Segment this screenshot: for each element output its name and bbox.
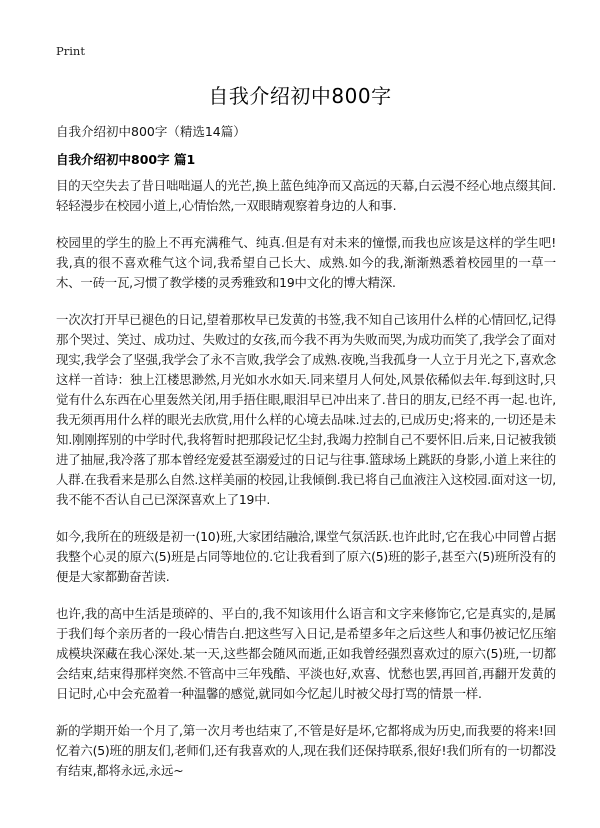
paragraph: 新的学期开始一个月了,第一次月考也结束了,不管是好是坏,它都将成为历史,而我要的将来!回忆着六(5)班的朋友们,老师们,还有我喜欢的人,现在我们还保持联系,很好!我们所有的一切都没有结束,都将永远,永远~: [56, 723, 556, 778]
paragraph: 如今,我所在的班级是初一(10)班,大家团结融洽,课堂气氛活跃.也许此时,它在我心中同曾占据我整个心灵的原六(5)班是占同等地位的.它让我看到了原六(5)班的影子,甚至六(5)班所没有的便是大家都勤奋苦读.: [56, 529, 556, 584]
print-link[interactable]: Print: [56, 44, 85, 58]
section-heading: 自我介绍初中800字 篇1: [56, 152, 196, 167]
document-subtitle: 自我介绍初中800字（精选14篇）: [56, 124, 246, 139]
paragraph: 目的天空失去了昔日咄咄逼人的光芒,换上蓝色纯净而又高远的天幕,白云漫不经心地点缀其间.轻轻漫步在校园小道上,心情怡然,一双眼睛观察着身边的人和事.: [56, 178, 556, 213]
paragraph: 一次次打开早已褪色的日记,望着那枚早已发黄的书签,我不知自己该用什么样的心情回忆,记得那个哭过、笑过、成功过、失败过的女孩,而今我不再为失败而哭,为成功而笑了,我学会了面对现实,我学会了坚强,我学会了永不言败,我学会了成熟.夜晚,当我孤身一人立于月光之下,喜欢念这样一首诗：独上江楼思渺然,月光如水水如天.同来望月人何处,风景依稀似去年.每到这时,只觉有什么东西在心里轰然关闭,用手捂住眼,眼泪早已冲出来了.昔日的朋友,已经不再一起.也许,我无须再用什么样的眼光去欣赏,用什么样的心境去品味.过去的,已成历史;将来的,一切还是未知.刚刚挥别的中学时代,我将暂时把那段记忆尘封,我竭力控制自己不要怀旧.后来,日记被我锁进了抽屉,我冷落了那本曾经宠爱甚至溺爱过的日记与往事.篮球场上跳跃的身影,小道上来往的人群.在我看来是那么自然.这样美丽的校园,让我倾倒.我已将自己血液注入这校园.面对这一切,我不能不否认自己已深深喜欢上了19中.: [56, 312, 556, 507]
paragraph: 校园里的学生的脸上不再充满稚气、纯真.但是有对未来的憧憬,而我也应该是这样的学生吧!我,真的很不喜欢稚气这个词,我希望自己长大、成熟.如今的我,渐渐熟悉着校园里的一草一木、一砖一瓦,习惯了教学楼的灵秀雅致和19中文化的博大精深.: [56, 235, 556, 290]
page-title: 自我介绍初中800字: [208, 84, 392, 108]
paragraph: 也许,我的高中生活是琐碎的、平白的,我不知该用什么语言和文字来修饰它,它是真实的,是属于我们每个亲历者的一段心情告白.把这些写入日记,是希望多年之后这些人和事仍被记忆压缩成模块深藏在我心深处.某一天,这些都会随风而逝,正如我曾经强烈喜欢过的原六(5)班,一切都会结束,结束得那样突然.不管高中三年残酷、平淡也好,欢喜、忧愁也罢,再回首,再翻开发黄的日记时,心中会充盈着一种温馨的感觉,就同如今忆起儿时被父母打骂的情景一样.: [56, 606, 556, 701]
article-body: [56, 176, 556, 798]
